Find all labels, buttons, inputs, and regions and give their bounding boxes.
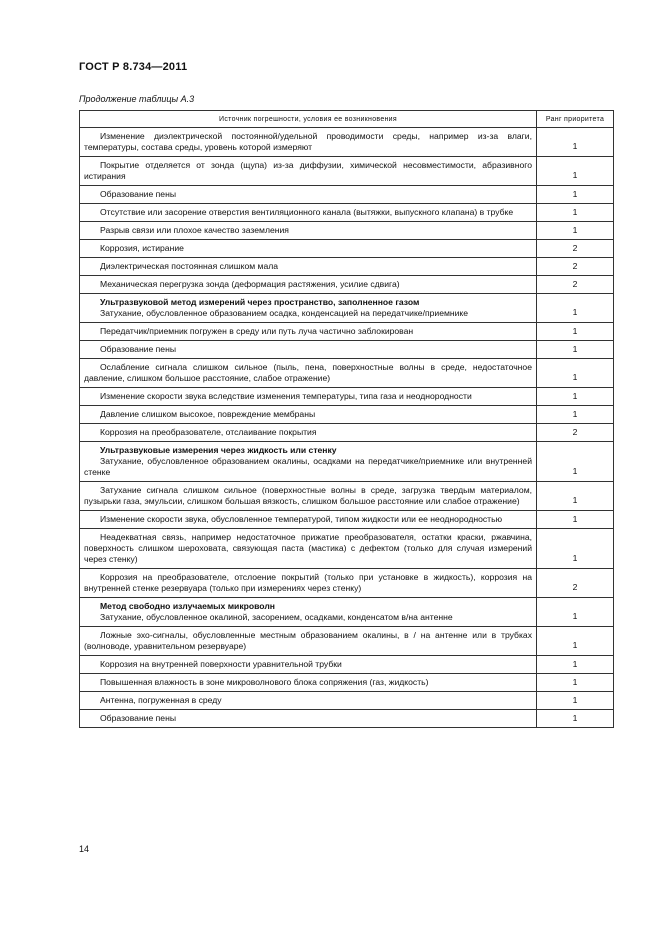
table-row bbox=[80, 627, 614, 656]
error-source-cell bbox=[80, 294, 537, 323]
priority-rank-cell: 1 bbox=[537, 294, 614, 323]
error-source-cell bbox=[80, 341, 537, 359]
table-row bbox=[80, 240, 614, 258]
priority-rank-cell: 1 bbox=[537, 511, 614, 529]
priority-rank-cell: 2 bbox=[537, 240, 614, 258]
priority-rank-cell: 1 bbox=[537, 186, 614, 204]
error-source-cell bbox=[80, 323, 537, 341]
priority-rank-cell: 1 bbox=[537, 388, 614, 406]
priority-rank-cell: 1 bbox=[537, 222, 614, 240]
table-row bbox=[80, 323, 614, 341]
priority-rank-cell: 1 bbox=[537, 674, 614, 692]
error-source-text: Антенна, погруженная в среду bbox=[100, 695, 222, 705]
method-section-heading: Ультразвуковой метод измерений через пространство, заполненное газом bbox=[100, 297, 420, 307]
error-source-cell bbox=[80, 186, 537, 204]
priority-rank-cell: 1 bbox=[537, 627, 614, 656]
error-source-cell bbox=[80, 656, 537, 674]
error-source-text: Ослабление сигнала слишком сильное (пыль, пена, поверхностные волны в среде, недостаточное давление, слишком большое расстояние, слабое отражение) bbox=[84, 362, 532, 383]
page-number: 14 bbox=[79, 844, 90, 854]
error-source-text: Отсутствие или засорение отверстия вентиляционного канала (вытяжки, выпускного клапана) в трубке bbox=[100, 207, 514, 217]
error-source-cell bbox=[80, 511, 537, 529]
method-section-heading: Ультразвуковые измерения через жидкость или стенку bbox=[100, 445, 337, 455]
table-row bbox=[80, 529, 614, 569]
priority-rank-cell: 2 bbox=[537, 569, 614, 598]
error-source-text: Изменение диэлектрической постоянной/удельной проводимости среды, например из-за влаги, температуры, состава среды, уровень которой измеряют bbox=[84, 131, 532, 152]
table-body bbox=[80, 128, 614, 728]
table-row bbox=[80, 406, 614, 424]
table-row bbox=[80, 276, 614, 294]
error-source-text: Неадекватная связь, например недостаточное прижатие преобразователя, остатки краски, ржавчина, поверхность слишком шероховата, связующая паста (мастика) с дефектом (только для случая измерений через стенку) bbox=[84, 532, 532, 564]
error-source-text: Коррозия на внутренней поверхности уравнительной трубки bbox=[100, 659, 342, 669]
error-source-text: Изменение скорости звука вследствие изменения температуры, типа газа и неоднородности bbox=[100, 391, 472, 401]
priority-rank-cell: 1 bbox=[537, 157, 614, 186]
error-source-cell bbox=[80, 157, 537, 186]
error-source-text: Повышенная влажность в зоне микроволнового блока сопряжения (газ, жидкость) bbox=[100, 677, 429, 687]
table-row bbox=[80, 204, 614, 222]
priority-rank-cell: 1 bbox=[537, 656, 614, 674]
error-source-text: Затухание сигнала слишком сильное (поверхностные волны в среде, загрузка твердым материалом, пузырьки газа, эмульсии, слишком большая вязкость, слишком большое расстояние или слабое отражение) bbox=[84, 485, 532, 506]
priority-rank-cell: 1 bbox=[537, 692, 614, 710]
error-source-text: Ложные эхо-сигналы, обусловленные местным образованием окалины, в / на антенне или в трубках (волноводе, уравнительном резервуаре) bbox=[84, 630, 532, 651]
table-row bbox=[80, 569, 614, 598]
error-source-cell bbox=[80, 482, 537, 511]
header-priority-rank: Ранг приоритета bbox=[537, 111, 614, 128]
error-source-cell bbox=[80, 627, 537, 656]
error-source-text: Изменение скорости звука, обусловленное температурой, типом жидкости или ее неоднородностью bbox=[100, 514, 503, 524]
priority-rank-cell: 1 bbox=[537, 204, 614, 222]
error-source-cell bbox=[80, 276, 537, 294]
error-source-cell bbox=[80, 674, 537, 692]
error-source-text: Разрыв связи или плохое качество заземления bbox=[100, 225, 289, 235]
error-source-cell bbox=[80, 692, 537, 710]
table-row bbox=[80, 388, 614, 406]
table-row bbox=[80, 710, 614, 728]
priority-rank-cell: 1 bbox=[537, 323, 614, 341]
priority-rank-cell: 1 bbox=[537, 710, 614, 728]
error-source-text: Передатчик/приемник погружен в среду или путь луча частично заблокирован bbox=[100, 326, 414, 336]
priority-rank-cell: 1 bbox=[537, 482, 614, 511]
priority-rank-cell: 2 bbox=[537, 258, 614, 276]
priority-rank-cell: 1 bbox=[537, 598, 614, 627]
error-source-text: Образование пены bbox=[100, 713, 177, 723]
table-row bbox=[80, 157, 614, 186]
error-source-text: Коррозия, истирание bbox=[100, 243, 184, 253]
error-source-cell bbox=[80, 128, 537, 157]
priority-rank-cell: 1 bbox=[537, 128, 614, 157]
error-source-text: Образование пены bbox=[100, 189, 177, 199]
error-source-cell bbox=[80, 258, 537, 276]
table-row bbox=[80, 359, 614, 388]
table-row bbox=[80, 511, 614, 529]
table-row bbox=[80, 222, 614, 240]
error-source-text: Затухание, обусловленное окалиной, засорением, осадками, конденсатом в/на антенне bbox=[100, 612, 453, 622]
priority-rank-cell: 1 bbox=[537, 341, 614, 359]
error-source-cell bbox=[80, 222, 537, 240]
table-row bbox=[80, 128, 614, 157]
table-caption: Продолжение таблицы А.3 bbox=[79, 94, 195, 104]
table-row bbox=[80, 674, 614, 692]
error-source-cell bbox=[80, 204, 537, 222]
table-row bbox=[80, 258, 614, 276]
error-source-text: Затухание, обусловленное образованием осадка, конденсацией на передатчике/приемнике bbox=[100, 308, 469, 318]
error-sources-table bbox=[79, 110, 614, 728]
document-code: ГОСТ Р 8.734—2011 bbox=[79, 61, 188, 73]
priority-rank-cell: 1 bbox=[537, 529, 614, 569]
table-row bbox=[80, 482, 614, 511]
priority-rank-cell: 2 bbox=[537, 424, 614, 442]
priority-rank-cell: 1 bbox=[537, 442, 614, 482]
table-row bbox=[80, 442, 614, 482]
error-source-text: Коррозия на преобразователе, отслаивание покрытия bbox=[100, 427, 317, 437]
error-source-cell bbox=[80, 406, 537, 424]
error-source-cell bbox=[80, 710, 537, 728]
error-source-cell bbox=[80, 424, 537, 442]
table-row bbox=[80, 692, 614, 710]
error-source-text: Затухание, обусловленное образованием окалины, осадками на передатчике/приемнике или внутренней стенке bbox=[84, 456, 532, 477]
error-source-cell bbox=[80, 598, 537, 627]
error-source-cell bbox=[80, 359, 537, 388]
error-source-text: Образование пены bbox=[100, 344, 177, 354]
error-source-cell bbox=[80, 240, 537, 258]
header-error-source: Источник погрешности, условия ее возникновения bbox=[80, 111, 537, 128]
table-row bbox=[80, 341, 614, 359]
priority-rank-cell: 1 bbox=[537, 406, 614, 424]
error-source-cell bbox=[80, 569, 537, 598]
method-section-heading: Метод свободно излучаемых микроволн bbox=[100, 601, 275, 611]
error-source-text: Давление слишком высокое, повреждение мембраны bbox=[100, 409, 316, 419]
priority-rank-cell: 1 bbox=[537, 359, 614, 388]
table-row bbox=[80, 656, 614, 674]
error-source-text: Коррозия на преобразователе, отслоение покрытий (только при установке в жидкость), коррозия на внутренней стенке резервуара (только при измерениях через стенку) bbox=[84, 572, 532, 593]
table-row bbox=[80, 186, 614, 204]
error-source-cell bbox=[80, 529, 537, 569]
table-row bbox=[80, 424, 614, 442]
table-row bbox=[80, 598, 614, 627]
priority-rank-cell: 2 bbox=[537, 276, 614, 294]
error-source-text: Механическая перегрузка зонда (деформация растяжения, усилие сдвига) bbox=[100, 279, 400, 289]
error-source-text: Покрытие отделяется от зонда (щупа) из-за диффузии, химической несовместимости, абразивного истирания bbox=[84, 160, 532, 181]
table-header-row bbox=[80, 111, 614, 128]
error-source-cell bbox=[80, 442, 537, 482]
error-source-cell bbox=[80, 388, 537, 406]
error-source-text: Диэлектрическая постоянная слишком мала bbox=[100, 261, 279, 271]
table-row bbox=[80, 294, 614, 323]
